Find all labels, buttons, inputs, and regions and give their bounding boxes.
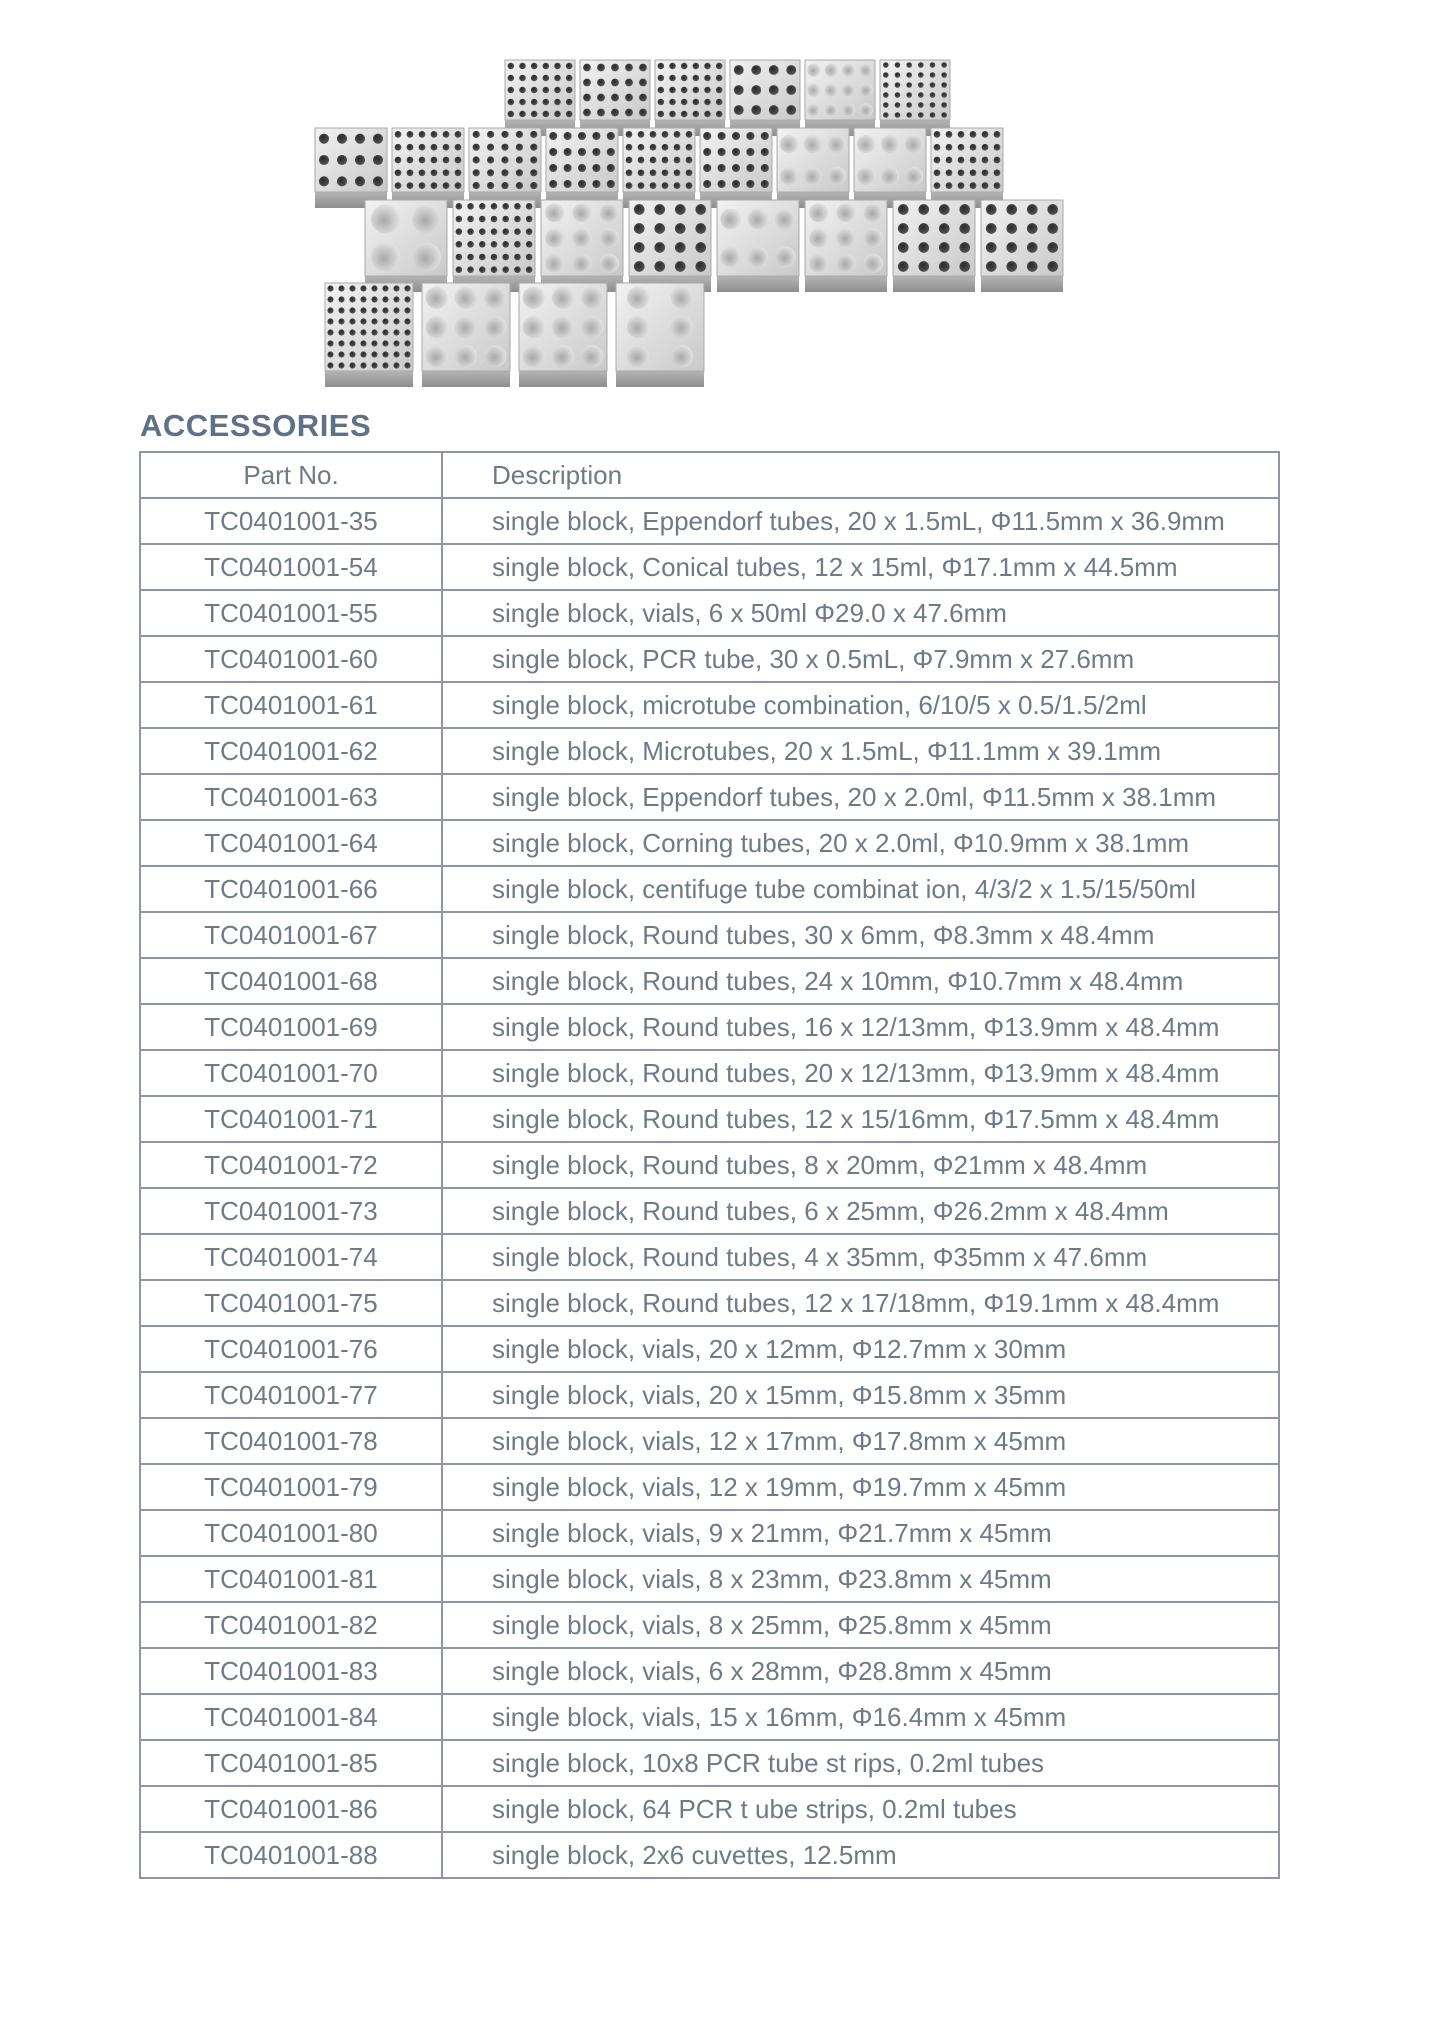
heating-block — [580, 60, 650, 136]
part-no-cell: TC0401001-84 — [140, 1694, 442, 1740]
table-row — [140, 636, 1279, 682]
section-title: ACCESSORIES — [140, 408, 372, 443]
part-no-cell: TC0401001-85 — [140, 1740, 442, 1786]
part-no-cell: TC0401001-71 — [140, 1096, 442, 1142]
part-no-cell: TC0401001-66 — [140, 866, 442, 912]
table-row — [140, 544, 1279, 590]
table-row — [140, 1510, 1279, 1556]
table-row — [140, 1740, 1279, 1786]
description-cell: single block, Round tubes, 4 x 35mm, Φ35mm x 47.6mm — [442, 1234, 1279, 1280]
description-cell: single block, Microtubes, 20 x 1.5mL, Φ11.1mm x 39.1mm — [442, 728, 1279, 774]
heating-block — [730, 60, 800, 136]
heating-block — [777, 128, 849, 208]
table-row — [140, 682, 1279, 728]
description-cell: single block, Round tubes, 12 x 15/16mm, Φ17.5mm x 48.4mm — [442, 1096, 1279, 1142]
heating-block — [505, 60, 575, 136]
part-no-cell: TC0401001-69 — [140, 1004, 442, 1050]
description-cell: single block, Round tubes, 8 x 20mm, Φ21mm x 48.4mm — [442, 1142, 1279, 1188]
description-cell: single block, Round tubes, 24 x 10mm, Φ10.7mm x 48.4mm — [442, 958, 1279, 1004]
table-row — [140, 1280, 1279, 1326]
part-no-cell: TC0401001-55 — [140, 590, 442, 636]
part-no-cell: TC0401001-74 — [140, 1234, 442, 1280]
part-no-cell: TC0401001-73 — [140, 1188, 442, 1234]
part-no-header: Part No. — [140, 452, 442, 498]
part-no-cell: TC0401001-60 — [140, 636, 442, 682]
description-cell: single block, vials, 12 x 17mm, Φ17.8mm x 45mm — [442, 1418, 1279, 1464]
heating-block — [717, 200, 799, 292]
table-row — [140, 1234, 1279, 1280]
description-cell: single block, Conical tubes, 12 x 15ml, Φ17.1mm x 44.5mm — [442, 544, 1279, 590]
part-no-cell: TC0401001-80 — [140, 1510, 442, 1556]
table-row — [140, 774, 1279, 820]
part-no-cell: TC0401001-72 — [140, 1142, 442, 1188]
description-cell: single block, vials, 6 x 28mm, Φ28.8mm x 45mm — [442, 1648, 1279, 1694]
description-cell: single block, vials, 12 x 19mm, Φ19.7mm x 45mm — [442, 1464, 1279, 1510]
description-cell: single block, 64 PCR t ube strips, 0.2ml tubes — [442, 1786, 1279, 1832]
description-cell: single block, vials, 20 x 15mm, Φ15.8mm x 35mm — [442, 1372, 1279, 1418]
part-no-cell: TC0401001-81 — [140, 1556, 442, 1602]
part-no-cell: TC0401001-68 — [140, 958, 442, 1004]
table-row — [140, 1004, 1279, 1050]
description-cell: single block, vials, 20 x 12mm, Φ12.7mm x 30mm — [442, 1326, 1279, 1372]
part-no-cell: TC0401001-61 — [140, 682, 442, 728]
table-row — [140, 1786, 1279, 1832]
table-row — [140, 958, 1279, 1004]
description-cell: single block, vials, 15 x 16mm, Φ16.4mm x 45mm — [442, 1694, 1279, 1740]
heating-block — [519, 283, 607, 387]
table-row — [140, 866, 1279, 912]
description-cell: single block, Round tubes, 12 x 17/18mm, Φ19.1mm x 48.4mm — [442, 1280, 1279, 1326]
heating-block — [315, 128, 387, 208]
description-cell: single block, Eppendorf tubes, 20 x 2.0ml, Φ11.5mm x 38.1mm — [442, 774, 1279, 820]
description-cell: single block, PCR tube, 30 x 0.5mL, Φ7.9mm x 27.6mm — [442, 636, 1279, 682]
table-row — [140, 1556, 1279, 1602]
table-row — [140, 1326, 1279, 1372]
table-row — [140, 1648, 1279, 1694]
description-cell: single block, Corning tubes, 20 x 2.0ml, Φ10.9mm x 38.1mm — [442, 820, 1279, 866]
part-no-cell: TC0401001-63 — [140, 774, 442, 820]
table-row — [140, 1372, 1279, 1418]
accessories-table — [139, 451, 1280, 1879]
table-row — [140, 912, 1279, 958]
description-cell: single block, vials, 6 x 50ml Φ29.0 x 47.6mm — [442, 590, 1279, 636]
table-row — [140, 728, 1279, 774]
heating-block — [422, 283, 510, 387]
table-row — [140, 1832, 1279, 1878]
part-no-cell: TC0401001-54 — [140, 544, 442, 590]
part-no-cell: TC0401001-88 — [140, 1832, 442, 1878]
description-cell: single block, Round tubes, 20 x 12/13mm, Φ13.9mm x 48.4mm — [442, 1050, 1279, 1096]
table-row — [140, 1142, 1279, 1188]
heating-block — [392, 128, 464, 208]
part-no-cell: TC0401001-62 — [140, 728, 442, 774]
heating-block — [880, 60, 950, 136]
description-cell: single block, centifuge tube combinat ion, 4/3/2 x 1.5/15/50ml — [442, 866, 1279, 912]
heating-block — [981, 200, 1063, 292]
description-cell: single block, vials, 8 x 23mm, Φ23.8mm x 45mm — [442, 1556, 1279, 1602]
table-row — [140, 1418, 1279, 1464]
heating-block — [931, 128, 1003, 208]
heating-block — [854, 128, 926, 208]
part-no-cell: TC0401001-79 — [140, 1464, 442, 1510]
part-no-cell: TC0401001-76 — [140, 1326, 442, 1372]
table-row — [140, 1694, 1279, 1740]
part-no-cell: TC0401001-82 — [140, 1602, 442, 1648]
table-header-row — [140, 452, 1279, 498]
description-cell: single block, Round tubes, 30 x 6mm, Φ8.3mm x 48.4mm — [442, 912, 1279, 958]
heating-block — [893, 200, 975, 292]
part-no-cell: TC0401001-77 — [140, 1372, 442, 1418]
table-row — [140, 1602, 1279, 1648]
table-row — [140, 1464, 1279, 1510]
description-cell: single block, Round tubes, 6 x 25mm, Φ26.2mm x 48.4mm — [442, 1188, 1279, 1234]
heating-block — [469, 128, 541, 208]
heating-block — [629, 200, 711, 292]
heating-block — [700, 128, 772, 208]
description-cell: single block, 2x6 cuvettes, 12.5mm — [442, 1832, 1279, 1878]
heating-block — [805, 60, 875, 136]
part-no-cell: TC0401001-86 — [140, 1786, 442, 1832]
description-cell: single block, vials, 9 x 21mm, Φ21.7mm x 45mm — [442, 1510, 1279, 1556]
heating-blocks-image — [310, 40, 1110, 425]
part-no-cell: TC0401001-78 — [140, 1418, 442, 1464]
heating-block — [655, 60, 725, 136]
heating-block — [453, 200, 535, 292]
description-cell: single block, microtube combination, 6/10/5 x 0.5/1.5/2ml — [442, 682, 1279, 728]
part-no-cell: TC0401001-35 — [140, 498, 442, 544]
description-cell: single block, 10x8 PCR tube st rips, 0.2ml tubes — [442, 1740, 1279, 1786]
part-no-cell: TC0401001-70 — [140, 1050, 442, 1096]
table-row — [140, 820, 1279, 866]
description-cell: single block, Eppendorf tubes, 20 x 1.5mL, Φ11.5mm x 36.9mm — [442, 498, 1279, 544]
part-no-cell: TC0401001-83 — [140, 1648, 442, 1694]
heating-block — [541, 200, 623, 292]
part-no-cell: TC0401001-64 — [140, 820, 442, 866]
table-row — [140, 498, 1279, 544]
table-row — [140, 1096, 1279, 1142]
part-no-cell: TC0401001-75 — [140, 1280, 442, 1326]
part-no-cell: TC0401001-67 — [140, 912, 442, 958]
table-row — [140, 590, 1279, 636]
heating-block — [365, 200, 447, 292]
heating-block — [616, 283, 704, 387]
description-cell: single block, Round tubes, 16 x 12/13mm, Φ13.9mm x 48.4mm — [442, 1004, 1279, 1050]
table-row — [140, 1188, 1279, 1234]
table-row — [140, 1050, 1279, 1096]
heating-block — [805, 200, 887, 292]
heating-blocks-photo — [310, 40, 1110, 425]
heating-block — [546, 128, 618, 208]
heating-block — [623, 128, 695, 208]
description-header: Description — [442, 452, 1279, 498]
description-cell: single block, vials, 8 x 25mm, Φ25.8mm x 45mm — [442, 1602, 1279, 1648]
heating-block — [325, 283, 413, 387]
